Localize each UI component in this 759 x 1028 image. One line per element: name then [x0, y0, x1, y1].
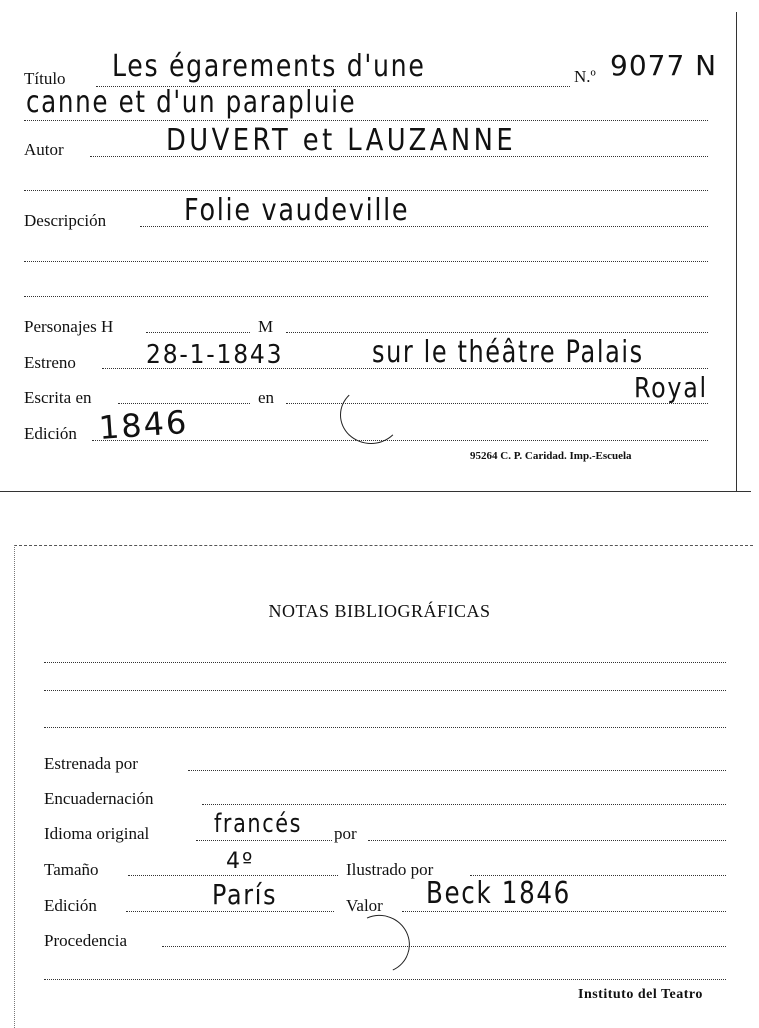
numero-label: N.º — [574, 67, 596, 86]
edicion-label: Edición — [24, 424, 77, 443]
numero-value: 9077 N — [610, 49, 718, 82]
por-line — [368, 840, 726, 841]
titulo-value-line2: canne et d'un parapluie — [26, 85, 357, 120]
notas-line-last — [44, 979, 726, 980]
punch-hole-front — [340, 386, 402, 444]
blank-line-2 — [24, 261, 708, 262]
edicion-back-value: París — [212, 878, 278, 911]
edicion-back-line — [126, 911, 334, 912]
descripcion-value: Folie vaudeville — [184, 193, 410, 228]
estreno-place: sur le théâtre Palais — [372, 335, 644, 370]
card-edge-bottom — [0, 491, 751, 492]
edicion-back-label: Edición — [44, 896, 97, 915]
encuadernacion-label: Encuadernación — [44, 789, 154, 808]
personajes-h-label: Personajes H — [24, 317, 114, 336]
autor-label: Autor — [24, 140, 64, 159]
ilustrado-label: Ilustrado por — [346, 860, 434, 879]
tamano-label: Tamaño — [44, 860, 99, 879]
estrenada-label: Estrenada por — [44, 754, 138, 773]
notas-line-2 — [44, 690, 726, 691]
notas-line-1 — [44, 662, 726, 663]
idioma-label: Idioma original — [44, 824, 150, 843]
titulo-line-2 — [24, 120, 708, 121]
blank-line-1 — [24, 190, 708, 191]
valor-value: Beck 1846 — [426, 876, 571, 911]
autor-value: DUVERT et LAUZANNE — [166, 123, 517, 158]
edicion-value: 1846 — [97, 402, 190, 447]
catalog-card-front — [0, 0, 759, 492]
escrita-en-label: en — [258, 388, 275, 407]
escrita-label: Escrita en — [24, 388, 92, 407]
notas-heading: NOTAS BIBLIOGRÁFICAS — [268, 601, 491, 621]
blank-line-3 — [24, 296, 708, 297]
institution-footer: Instituto del Teatro — [578, 987, 703, 1002]
estreno-label: Estreno — [24, 353, 76, 372]
descripcion-label: Descripción — [24, 211, 107, 230]
titulo-value-line1: Les égarements d'une — [112, 49, 426, 84]
printer-imprint: 95264 C. P. Caridad. Imp.-Escuela — [470, 450, 632, 462]
idioma-line — [196, 840, 332, 841]
tamano-line — [128, 875, 338, 876]
card-edge-top — [14, 545, 753, 546]
notas-line-3 — [44, 727, 726, 728]
estreno-place-cont: Royal — [634, 371, 708, 404]
personajes-m-line — [286, 332, 708, 333]
estrenada-line — [188, 770, 726, 771]
personajes-h-line — [146, 332, 250, 333]
valor-line — [402, 911, 726, 912]
encuadernacion-line — [202, 804, 726, 805]
catalog-card-back — [0, 545, 759, 1028]
procedencia-line — [162, 946, 726, 947]
titulo-label: Título — [24, 69, 66, 88]
card-edge-right — [736, 12, 737, 492]
valor-label: Valor — [346, 896, 383, 915]
procedencia-label: Procedencia — [44, 931, 128, 950]
estreno-date: 28-1-1843 — [146, 340, 284, 370]
tamano-value: 4º — [226, 849, 255, 874]
punch-hole-back — [342, 906, 418, 981]
idioma-value: francés — [214, 809, 303, 839]
por-label: por — [334, 824, 357, 843]
personajes-m-label: M — [258, 317, 274, 336]
